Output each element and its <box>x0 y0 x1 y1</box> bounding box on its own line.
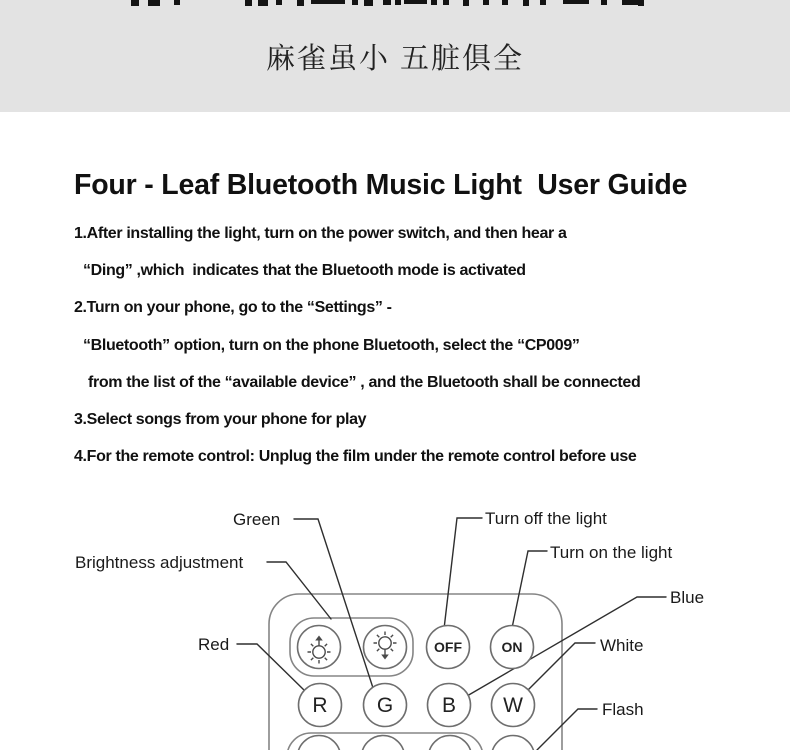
instruction-line: 2.Turn on your phone, go to the “Settings” - <box>74 299 392 316</box>
instruction-line: 4.For the remote control: Unplug the film under the remote control before use <box>74 448 637 465</box>
label-turn-on: Turn on the light <box>550 543 673 562</box>
page-title: Four - Leaf Bluetooth Music Light User Guide <box>74 169 688 201</box>
white-button-label: W <box>503 694 523 717</box>
instruction-line: “Ding” ,which indicates that the Bluetooth mode is activated <box>83 262 526 279</box>
instruction-line: “Bluetooth” option, turn on the phone Bluetooth, select the “CP009” <box>83 337 580 354</box>
instruction-line: 1.After installing the light, turn on the power switch, and then hear a <box>74 225 567 242</box>
label-green: Green <box>233 510 281 529</box>
chinese-subtitle: 麻雀虽小 五脏俱全 <box>265 43 525 75</box>
label-flash: Flash <box>602 700 644 719</box>
label-white: White <box>600 636 644 655</box>
label-blue: Blue <box>670 588 705 607</box>
on-button-label: ON <box>501 639 523 655</box>
label-brightness-adjustment: Brightness adjustment <box>75 553 244 572</box>
green-button-label: G <box>376 694 394 717</box>
label-turn-off: Turn off the light <box>485 509 607 528</box>
blue-button-label: B <box>441 694 457 717</box>
instruction-line: 3.Select songs from your phone for play <box>74 411 367 428</box>
instruction-line: from the list of the “available device” , and the Bluetooth shall be connected <box>88 374 641 391</box>
off-button-label: OFF <box>434 639 462 655</box>
label-red: Red <box>198 635 230 654</box>
red-button-label: R <box>312 694 328 717</box>
